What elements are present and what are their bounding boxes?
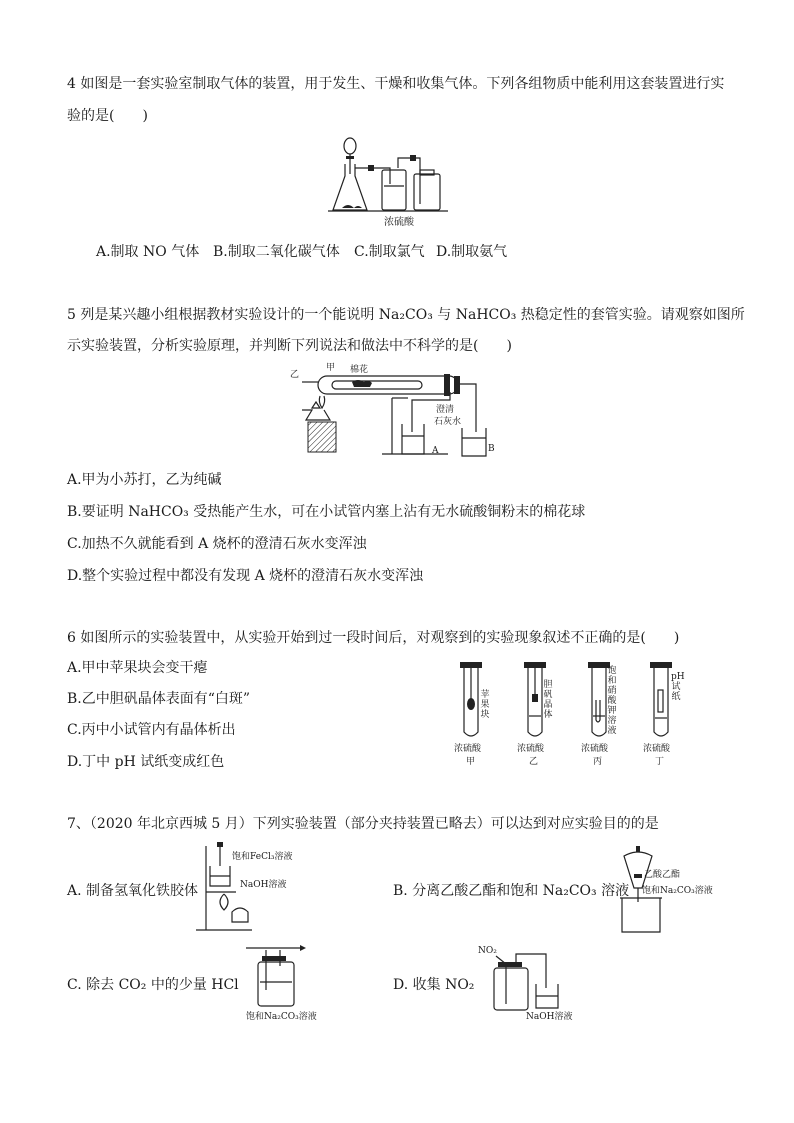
q5-option-d: D.整个实验过程中都没有发现 A 烧杯的澄清石灰水变浑浊 — [67, 568, 424, 584]
q7-option-a: A. 制备氢氧化铁胶体 — [67, 883, 199, 899]
q6-tube3-label: 饱和硝酸钾溶液 — [607, 666, 617, 736]
q5-option-c: C.加热不久就能看到 A 烧杯的澄清石灰水变浑浊 — [67, 536, 367, 552]
q5-option-b: B.要证明 NaHCO₃ 受热能产生水，可在小试管内塞上沾有无水硫酸铜粉末的棉花球 — [67, 504, 586, 520]
q6-tube4-label: pH试纸 — [671, 672, 685, 702]
q7-figure-c — [246, 944, 316, 1012]
q6-name-jia: 甲 — [466, 757, 476, 767]
q4-apparatus-figure — [328, 134, 458, 224]
q4-stem-line1: 4 如图是一套实验室制取气体的装置，用于发生、干燥和收集气体。下列各组物质中能利用这套装置进行实 — [67, 76, 725, 92]
q5-label-yi: 乙 — [290, 370, 300, 380]
q7-figd-top-label: NO₂ — [478, 946, 497, 956]
q6-tube2-label: 胆矾晶体 — [543, 680, 553, 720]
q6-option-b: B.乙中胆矾晶体表面有“白斑” — [67, 691, 251, 707]
q5-label-jia: 甲 — [326, 363, 336, 373]
q6-name-ding: 丁 — [655, 757, 665, 767]
q6-option-d: D.丁中 pH 试纸变成红色 — [67, 754, 225, 770]
q4-figure-label: 浓硫酸 — [384, 217, 414, 228]
q7-option-b: B. 分离乙酸乙酯和饱和 Na₂CO₃ 溶液 — [393, 883, 630, 899]
q7-figa-mid-label: NaOH溶液 — [240, 880, 287, 890]
q7-figa-top-label: 饱和FeCl₃溶液 — [232, 852, 293, 862]
q6-acid-label-1: 浓硫酸 — [454, 744, 482, 754]
q6-option-c: C.丙中小试管内有晶体析出 — [67, 722, 236, 738]
q6-name-bing: 丙 — [593, 757, 603, 767]
q7-figd-bottom-label: NaOH溶液 — [526, 1012, 573, 1022]
q4-option-d: D.制取氨气 — [436, 244, 508, 260]
q7-figure-d — [488, 950, 568, 1014]
q5-label-a: A — [432, 446, 439, 456]
q6-stem: 6 如图所示的实验装置中，从实验开始到过一段时间后，对观察到的实验现象叙述不正确的是( ) — [67, 630, 680, 646]
q6-name-yi: 乙 — [529, 757, 539, 767]
q4-option-b: B.制取二氧化碳气体 — [213, 244, 340, 260]
q5-label-shihuishui: 石灰水 — [434, 417, 462, 427]
q6-acid-label-2: 浓硫酸 — [517, 744, 545, 754]
q6-acid-label-3: 浓硫酸 — [581, 744, 609, 754]
q5-option-a: A.甲为小苏打，乙为纯碱 — [67, 472, 222, 488]
q6-tube1-label: 苹果块 — [480, 690, 490, 720]
q7-stem: 7、（2020 年北京西城 5 月）下列实验装置（部分夹持装置已略去）可以达到对应实验目的的是 — [67, 816, 659, 832]
q7-figb-top-label: 乙酸乙酯 — [644, 870, 681, 880]
q6-option-a: A.甲中苹果块会变干瘪 — [67, 660, 208, 676]
q5-label-chengqing: 澄清 — [436, 405, 455, 415]
q5-stem-line2: 示实验装置，分析实验原理，并判断下列说法和做法中不科学的是( ) — [67, 338, 512, 354]
q4-option-c: C.制取氯气 — [354, 244, 425, 260]
q5-apparatus-figure — [292, 362, 502, 462]
q5-label-mianhua: 棉花 — [350, 365, 369, 375]
q5-stem-line1: 5 列是某兴趣小组根据教材实验设计的一个能说明 Na₂CO₃ 与 NaHCO₃ 热稳定性的套管实验。请观察如图所 — [67, 307, 745, 323]
q5-label-b: B — [488, 444, 495, 454]
q4-stem-line2: 验的是( ) — [67, 108, 148, 124]
q6-acid-label-4: 浓硫酸 — [643, 744, 671, 754]
q4-option-a: A.制取 NO 气体 — [96, 244, 200, 260]
q7-figc-bottom-label: 饱和Na₂CO₃溶液 — [246, 1012, 317, 1022]
q7-figb-mid-label: 饱和Na₂CO₃溶液 — [642, 886, 713, 896]
q7-option-c: C. 除去 CO₂ 中的少量 HCl — [67, 977, 239, 993]
q7-option-d: D. 收集 NO₂ — [393, 977, 475, 993]
